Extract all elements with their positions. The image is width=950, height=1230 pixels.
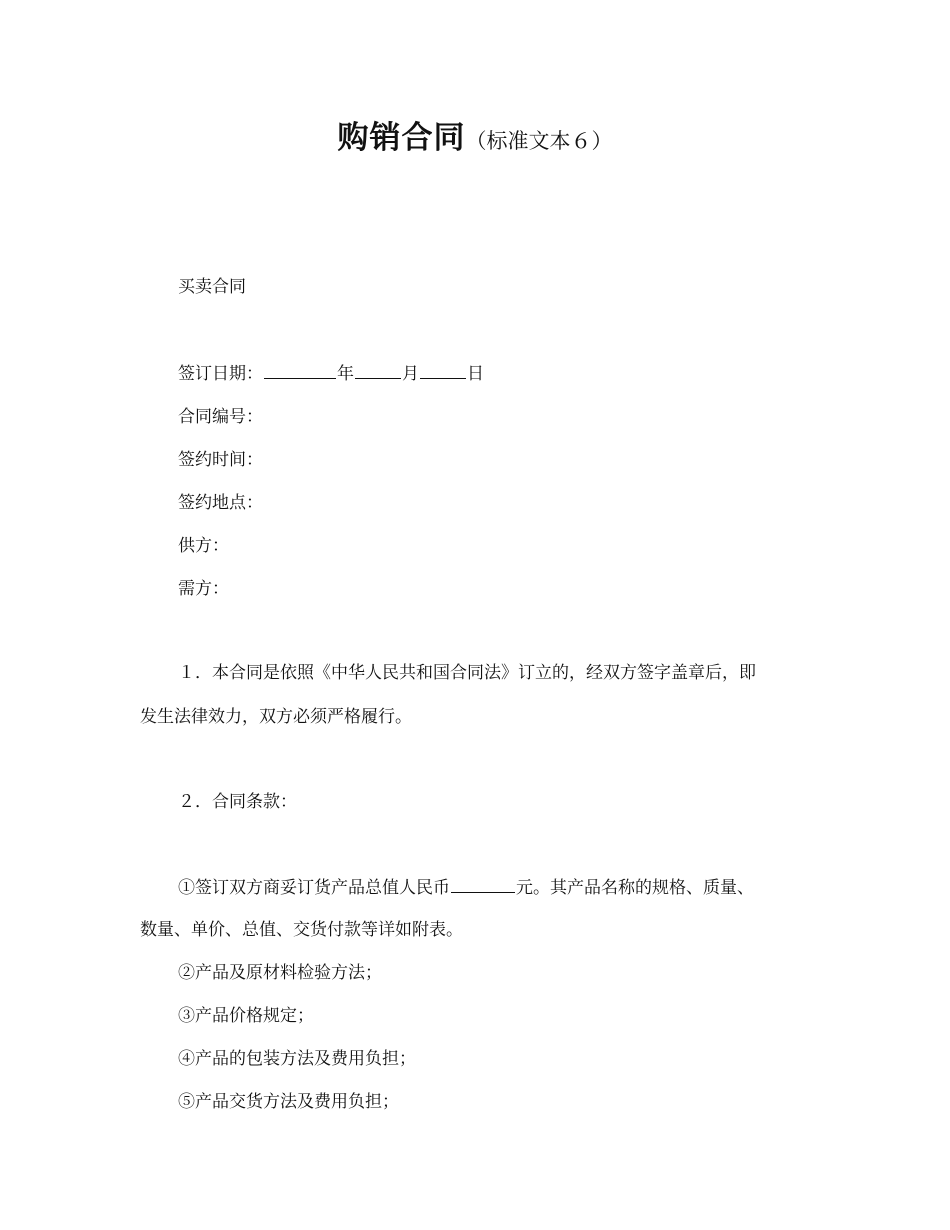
clause2-item2: ②产品及原材料检验方法； [178, 963, 382, 983]
item1-text-before: ①签订双方商妥订货产品总值人民币 [178, 878, 450, 898]
contract-heading: 买卖合同 [178, 277, 246, 297]
sign-time-field: 签约时间： [178, 450, 263, 470]
month-label: 月 [402, 364, 419, 384]
clause2-item1-line2: 数量、单价、总值、交货付款等详如附表。 [140, 920, 463, 940]
sign-date-line [178, 361, 484, 386]
amount-blank [451, 875, 515, 893]
supplier-field: 供方： [178, 536, 229, 556]
clause2-item5: ⑤产品交货方法及费用负担； [178, 1092, 399, 1112]
clause2-item3: ③产品价格规定； [178, 1006, 314, 1026]
sign-place-field: 签约地点： [178, 493, 263, 513]
buyer-field: 需方： [178, 579, 229, 599]
year-label: 年 [337, 364, 354, 384]
sign-date-label: 签订日期： [178, 364, 263, 384]
item1-text-after: 元。其产品名称的规格、质量、 [516, 878, 754, 898]
clause2-heading: ２．合同条款： [178, 792, 297, 812]
title-sub: （标准文本６） [465, 129, 613, 153]
clause1-line2: 发生法律效力，双方必须严格履行。 [140, 707, 412, 727]
contract-no-field: 合同编号： [178, 407, 263, 427]
day-label: 日 [467, 364, 484, 384]
year-blank [264, 361, 336, 379]
day-blank [420, 361, 466, 379]
month-blank [355, 361, 401, 379]
title-main: 购销合同 [337, 120, 466, 156]
document-title [0, 112, 950, 157]
clause2-item4: ④产品的包装方法及费用负担； [178, 1049, 416, 1069]
clause2-item1 [178, 875, 754, 900]
clause1-line1: １．本合同是依照《中华人民共和国合同法》订立的，经双方签字盖章后，即 [178, 663, 756, 683]
